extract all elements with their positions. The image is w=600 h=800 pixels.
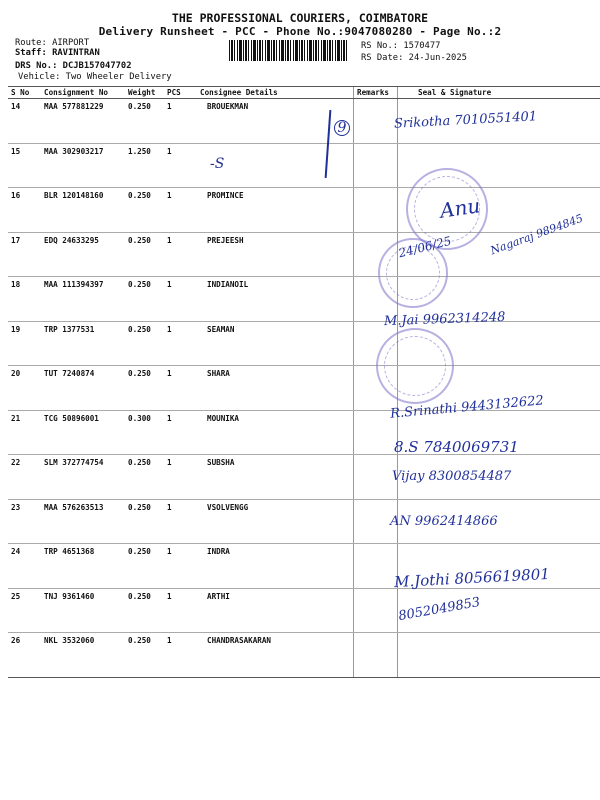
vehicle-label: Vehicle: Two Wheeler Delivery [18,72,172,82]
barcode-image [229,40,348,61]
table-row [8,499,600,544]
cell-consignee: VSOLVENGG [197,499,354,544]
cell-remarks [354,544,398,589]
cell-weight: 0.250 [125,366,164,411]
staff-label: Staff: RAVINTRAN [15,48,100,58]
cell-cons: TUT 7240874 [41,366,125,411]
table-row [8,143,600,188]
cell-sno: 17 [8,232,41,277]
cell-pcs: 1 [164,633,197,678]
signature-handwriting: M.Jai 9962314248 [383,309,506,330]
cell-pcs: 1 [164,277,197,322]
cell-cons: MAA 111394397 [41,277,125,322]
signature-handwriting: Srikotha 7010551401 [393,109,538,132]
signature-handwriting: 8.S 7840069731 [394,438,519,456]
remarks-mark: 9 [334,120,350,136]
col-remarks: Remarks [354,87,398,99]
col-pcs: PCS [164,87,197,99]
cell-cons: TCG 50896001 [41,410,125,455]
cell-weight: 0.250 [125,277,164,322]
cell-sno: 14 [8,99,41,144]
table-row [8,277,600,322]
cell-consignee: CHANDRASAKARAN [197,633,354,678]
table-row [8,188,600,233]
cell-consignee: SEAMAN [197,321,354,366]
col-consignee: Consignee Details [197,87,354,99]
cell-consignee: PROMINCE [197,188,354,233]
cell-cons: MAA 576263513 [41,499,125,544]
cell-pcs: 1 [164,321,197,366]
cell-consignee: SHARA [197,366,354,411]
col-consignment: Consignment No [41,87,125,99]
cell-sno: 24 [8,544,41,589]
cell-sno: 23 [8,499,41,544]
cell-remarks [354,588,398,633]
cell-pcs: 1 [164,588,197,633]
table-header-row [8,87,600,99]
runsheet-table [8,86,600,678]
signature-handwriting: Nagaraj 9894845 [488,211,585,258]
signature-handwriting: M.Jothi 8056619801 [393,564,551,592]
cell-weight: 0.250 [125,321,164,366]
cell-remarks [354,455,398,500]
cell-weight: 0.250 [125,188,164,233]
cell-sno: 16 [8,188,41,233]
col-sno: S No [8,87,41,99]
cell-remarks [354,633,398,678]
cell-pcs: 1 [164,410,197,455]
cell-seal [398,633,600,678]
cell-consignee: PREJEESH [197,232,354,277]
cell-sno: 22 [8,455,41,500]
cell-cons: MAA 302903217 [41,143,125,188]
cell-pcs: 1 [164,544,197,589]
col-weight: Weight [125,87,164,99]
cell-sno: 20 [8,366,41,411]
cell-weight: 0.250 [125,633,164,678]
cell-consignee: MOUNIKA [197,410,354,455]
signature-handwriting: Anu [438,193,482,223]
cell-remarks [354,143,398,188]
seal-stamp [376,328,454,404]
signature-handwriting: AN 9962414866 [390,514,498,529]
cell-weight: 0.300 [125,410,164,455]
cell-remarks [354,188,398,233]
signature-handwriting: -S [210,156,225,172]
route-label: Route: AIRPORT [15,38,90,48]
table-row [8,633,600,678]
company-title: THE PROFESSIONAL COURIERS, COIMBATORE [171,11,429,25]
cell-pcs: 1 [164,455,197,500]
cell-consignee: INDIANOIL [197,277,354,322]
cell-sno: 18 [8,277,41,322]
cell-weight: 0.250 [125,499,164,544]
signature-handwriting: 24/06/25 [397,233,453,261]
cell-pcs: 1 [164,499,197,544]
cell-sno: 21 [8,410,41,455]
col-seal: Seal & Signature [398,87,600,99]
cell-sno: 15 [8,143,41,188]
cell-consignee: ARTHI [197,588,354,633]
cell-pcs: 1 [164,232,197,277]
rs-number: RS No.: 1570477 [361,41,441,51]
cell-pcs: 1 [164,188,197,233]
cell-consignee: INDRA [197,544,354,589]
cell-consignee: BROUEKMAN [197,99,354,144]
cell-remarks [354,99,398,144]
cell-pcs: 1 [164,366,197,411]
cell-cons: NKL 3532060 [41,633,125,678]
cell-cons: TNJ 9361460 [41,588,125,633]
table-row [8,588,600,633]
cell-cons: SLM 372774754 [41,455,125,500]
runsheet-subtitle: Delivery Runsheet - PCC - Phone No.:9047080280 - Page No.:2 [98,25,502,38]
table-row [8,321,600,366]
cell-weight: 0.250 [125,544,164,589]
cell-sno: 19 [8,321,41,366]
cell-cons: EDQ 24633295 [41,232,125,277]
cell-weight: 1.250 [125,143,164,188]
rs-date: RS Date: 24-Jun-2025 [361,53,467,63]
cell-weight: 0.250 [125,99,164,144]
signature-handwriting: R.Srinathi 9443132622 [389,393,545,422]
cell-cons: BLR 120148160 [41,188,125,233]
signature-handwriting: Vijay 8300854487 [392,469,512,484]
cell-pcs: 1 [164,143,197,188]
cell-weight: 0.250 [125,232,164,277]
cell-cons: TRP 1377531 [41,321,125,366]
cell-pcs: 1 [164,99,197,144]
cell-sno: 25 [8,588,41,633]
drs-number: DRS No.: DCJB157047702 [15,61,132,71]
cell-sno: 26 [8,633,41,678]
cell-weight: 0.250 [125,455,164,500]
signature-handwriting: 8052049853 [397,594,482,625]
cell-cons: TRP 4651368 [41,544,125,589]
cell-cons: MAA 577881229 [41,99,125,144]
cell-weight: 0.250 [125,588,164,633]
cell-consignee: SUBSHA [197,455,354,500]
